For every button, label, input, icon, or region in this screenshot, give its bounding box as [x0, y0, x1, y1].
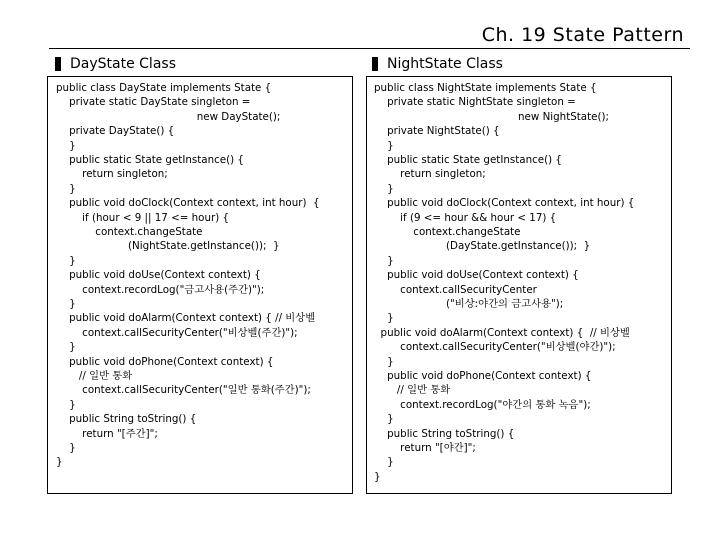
title-divider	[49, 48, 690, 49]
code-line: public String toString() {	[374, 427, 515, 440]
code-line: context.recordLog("금고사용(주간)");	[56, 283, 265, 296]
code-line: context.callSecurityCenter("비상벨(주간)");	[56, 326, 298, 339]
code-line: public void doPhone(Context context) {	[374, 370, 592, 382]
code-line: }	[56, 182, 76, 195]
code-line: public class NightState implements State {	[374, 82, 597, 94]
code-line: context.callSecurityCenter("비상벨(야간)");	[374, 341, 616, 354]
code-line: return "[주간]";	[56, 427, 158, 440]
code-line: public void doClock(Context context, int hour) {	[56, 197, 320, 210]
day-state-heading-label: DayState Class	[70, 56, 176, 72]
code-line: new DayState();	[56, 110, 281, 123]
night-state-heading	[372, 56, 503, 72]
night-state-code-box	[366, 76, 672, 494]
code-line: }	[374, 312, 394, 325]
code-line: public class DayState implements State {	[56, 82, 272, 94]
code-line: ("비상:야간의 금고사용");	[374, 298, 564, 310]
code-line: context.recordLog("야간의 통화 녹음");	[374, 398, 591, 411]
code-line: }	[56, 298, 76, 310]
code-line: return singleton;	[56, 168, 168, 181]
code-line: public void doPhone(Context context) {	[56, 355, 274, 368]
code-line: context.callSecurityCenter("일반 통화(주간)");	[56, 384, 311, 397]
code-line: public static State getInstance() {	[374, 154, 562, 166]
code-line: }	[374, 355, 394, 368]
code-line: new NightState();	[374, 110, 609, 123]
code-line: }	[56, 254, 76, 267]
code-line: }	[56, 398, 76, 411]
code-line: (DayState.getInstance()); }	[374, 240, 591, 253]
code-line: private static DayState singleton =	[56, 96, 251, 109]
code-line: }	[56, 341, 76, 354]
code-line: // 일반 통화	[374, 384, 451, 397]
code-line: }	[374, 413, 394, 426]
code-line: public void doClock(Context context, int hour) {	[374, 197, 635, 210]
code-line: return "[야간]";	[374, 442, 476, 454]
code-line: public void doUse(Context context) {	[56, 269, 261, 282]
code-line: context.changeState	[374, 226, 521, 238]
square-bullet-icon	[55, 57, 61, 71]
slide-title: Ch. 19 State Pattern	[481, 24, 684, 46]
night-state-heading-label: NightState Class	[387, 56, 503, 72]
code-line: public void doUse(Context context) {	[374, 269, 579, 282]
code-line: public String toString() {	[56, 413, 197, 426]
code-line: // 일반 통화	[56, 370, 133, 382]
code-line: }	[56, 139, 76, 152]
code-line: }	[56, 456, 63, 469]
code-line: return singleton;	[374, 168, 486, 181]
code-line: (NightState.getInstance()); }	[56, 240, 280, 253]
code-line: }	[374, 456, 394, 469]
square-bullet-icon	[372, 57, 378, 71]
day-state-heading	[55, 56, 176, 72]
code-line: private static NightState singleton =	[374, 96, 576, 109]
day-state-code-box	[47, 76, 353, 494]
code-line: if (9 <= hour && hour < 17) {	[374, 211, 557, 224]
code-line: }	[56, 442, 76, 454]
code-line: public void doAlarm(Context context) { // 비상벨	[56, 312, 316, 325]
code-line: context.changeState	[56, 226, 203, 238]
code-line: if (hour < 9 || 17 <= hour) {	[56, 211, 230, 224]
code-line: private DayState() {	[56, 125, 175, 138]
code-line: context.callSecurityCenter	[374, 283, 537, 296]
code-line: private NightState() {	[374, 125, 500, 138]
code-line: }	[374, 182, 394, 195]
code-line: }	[374, 470, 381, 483]
code-line: }	[374, 254, 394, 267]
code-line: public void doAlarm(Context context) { // 비상벨	[374, 326, 630, 339]
code-line: }	[374, 139, 394, 152]
code-line: public static State getInstance() {	[56, 154, 244, 166]
